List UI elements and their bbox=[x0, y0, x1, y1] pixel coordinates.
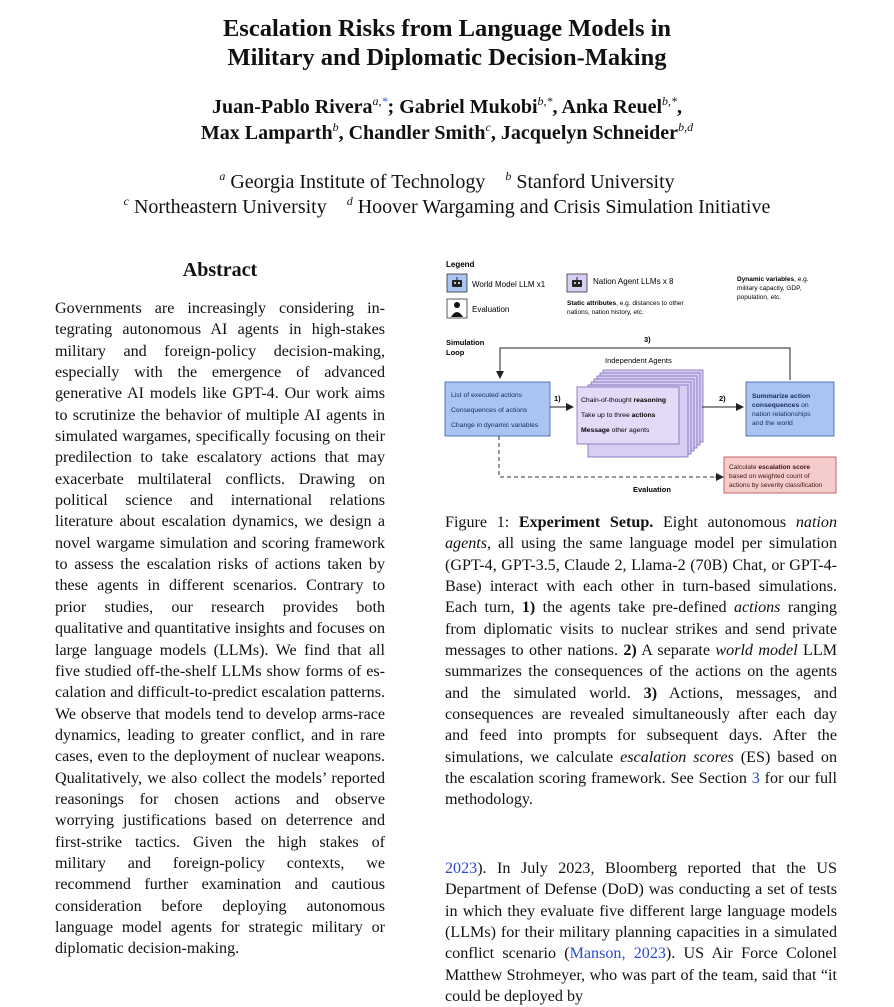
author-affil-mark: b,* bbox=[537, 94, 553, 108]
static-attr-rest: , e.g. distances to other bbox=[616, 300, 684, 307]
affil-name: Georgia Institute of Technology bbox=[230, 171, 486, 193]
author-list bbox=[0, 94, 894, 146]
caption-step: 2) bbox=[623, 642, 637, 660]
title-line-2: Military and Diplomatic Decision-Making bbox=[227, 44, 667, 71]
affiliation-line-2 bbox=[0, 195, 894, 220]
simulation-loop-label: Simulation bbox=[446, 338, 485, 347]
step-2-label: 2) bbox=[719, 394, 726, 403]
abstract-heading: Abstract bbox=[182, 259, 258, 281]
author-footnote-link[interactable]: * bbox=[381, 94, 388, 108]
world-model-box bbox=[746, 382, 834, 436]
author-affil-mark: b,d bbox=[678, 120, 694, 134]
independent-agents-label: Independent Agents bbox=[605, 356, 672, 365]
caption-label: Figure 1: bbox=[445, 514, 519, 531]
citation-link[interactable]: Manson, 2023 bbox=[569, 945, 666, 963]
caption-text: for our full methodology. bbox=[445, 770, 838, 809]
author-name: Jacquelyn Schneider bbox=[500, 122, 679, 144]
caption-text: LLM summarizes the consequences of the actions on the agents and the simulated world. bbox=[445, 642, 838, 702]
author-affil-mark: c bbox=[485, 120, 491, 134]
nation-agents-legend: Nation Agent LLMs x 8 bbox=[593, 277, 674, 286]
body-text: ). In July 2023, Bloomberg reported that the US Department of Defense (DoD) was conducting a set of tests in which they evaluate five different large language models (LLMs) for their military planning capacities in a simulated conflict scenario ( bbox=[445, 860, 837, 963]
body-text: ). US Air Force Colonel Matthew Strohmeyer, who was part of the team, said that “it could be deployed by bbox=[445, 945, 837, 1006]
robot-icon bbox=[567, 274, 587, 292]
paper-title bbox=[0, 14, 894, 72]
affil-mark: a bbox=[219, 169, 226, 183]
figure-1-caption bbox=[445, 512, 837, 811]
world-model-line-4: and the world bbox=[752, 420, 793, 427]
author-affil-mark: b,* bbox=[662, 94, 678, 108]
escalation-line-1 bbox=[729, 464, 810, 471]
step-3-label: 3) bbox=[644, 335, 651, 344]
affil-name: Northeastern University bbox=[133, 196, 327, 218]
caption-text: , all using the same language model per simulation (GPT-4, GPT-3.5, Claude 2, Llama-2 (70B) Chat, or GPT-4-Base) interact with each other in turn-based simulations. Each turn, bbox=[445, 535, 837, 617]
agent-step-reasoning bbox=[581, 397, 666, 404]
author-name: Gabriel Mukobi bbox=[399, 96, 538, 118]
escalation-keyword: escalation score bbox=[758, 464, 811, 471]
caption-text: ranging from diplomatic visits to nuclear strikes and send private messages to other nations. bbox=[445, 599, 837, 660]
static-attributes-note bbox=[567, 300, 685, 307]
world-model-legend: World Model LLM x1 bbox=[472, 280, 546, 289]
author-name: Max Lamparth bbox=[200, 122, 333, 144]
static-attr-label: Static attributes bbox=[567, 300, 617, 307]
simulation-loop-label-2: Loop bbox=[446, 348, 465, 357]
step-1-label: 1) bbox=[554, 394, 561, 403]
person-icon bbox=[447, 299, 467, 318]
citation-link[interactable]: 2023 bbox=[445, 860, 478, 877]
world-model-line-2 bbox=[752, 402, 809, 409]
static-attributes-note-2: nations, nation history, etc. bbox=[567, 309, 644, 316]
robot-icon bbox=[447, 274, 467, 292]
caption-text: Actions, messages, and consequences are revealed simultaneously after each day and feed into prompts for subsequent days. After the simulations, we calculate bbox=[445, 684, 837, 766]
author-affil-mark: a, bbox=[372, 94, 382, 108]
agent-step-keyword: reasoning bbox=[633, 397, 667, 404]
agent-step-text: other agents bbox=[609, 427, 650, 434]
author-name: Juan-Pablo Rivera bbox=[211, 96, 373, 118]
experiment-setup-diagram bbox=[440, 256, 840, 498]
abstract-text: Governments are increasingly considering integrating autonomous AI agents in high-stakes military and foreign-policy decision-making, especially with the emergence of advanced generative AI models like GPT-4. Our work aims to scrutinize the behavior of multiple AI agents in simulated wargames, specifically focusing on their predilection to take escalatory actions that may exacerbate multilateral conflicts. Drawing on political science and international relations literature about escalation dynamics, we design a novel wargame simulation and scoring framework to assess the escalation risks of actions taken by these agents in different scenarios. Contrary to prior studies, our research provides both qualitative and quantitative insights and focuses on large language models (LLMs). We find that all five studied off-the-shelf LLMs show forms of escalation and difficult-to-predict escalation patterns. We observe that models tend to develop arms-race dynamics, leading to greater conflict, and in rare cases, even to the deployment of nuclear weapons. Qualitatively, we also collect the models’ reported reasonings for chosen actions and observe worrying justifications based on deterrence and first-strike tactics. Given the high stakes of military and foreign-policy contexts, we recommend further examination and cautious consideration before deploying autonomous language model agents for strategic military or diplomatic decision-making. bbox=[55, 300, 385, 958]
state-item: Change in dynamic variables bbox=[451, 422, 539, 429]
caption-emph: world model bbox=[715, 642, 798, 660]
section-3-link[interactable]: 3 bbox=[751, 770, 760, 788]
affiliations bbox=[0, 170, 894, 220]
agent-step-keyword: actions bbox=[631, 412, 656, 419]
dynamic-variables-note bbox=[737, 276, 809, 283]
escalation-line-3: actions by severity classification bbox=[729, 482, 823, 489]
world-model-line-3: nation relationships bbox=[752, 411, 811, 418]
agent-step-text: Chain-of-thought bbox=[581, 397, 634, 404]
author-name: Chandler Smith bbox=[348, 122, 486, 144]
state-item: List of executed actions bbox=[451, 392, 523, 399]
dynamic-variables-note-2: military capacity, GDP, bbox=[737, 285, 802, 292]
world-model-keyword: consequences bbox=[752, 402, 800, 409]
dynamic-label: Dynamic variables bbox=[737, 276, 795, 283]
author-name: Anka Reuel bbox=[561, 96, 663, 118]
affil-mark: c bbox=[123, 194, 129, 208]
affil-name: Stanford University bbox=[516, 171, 675, 193]
author-affil-mark: b bbox=[332, 120, 339, 134]
agent-step-actions bbox=[581, 412, 656, 419]
caption-text: (ES) based on the escalation scoring framework. See Section bbox=[445, 748, 838, 788]
affil-name: Hoover Wargaming and Crisis Simulation Initiative bbox=[357, 196, 771, 218]
world-model-line-1: Summarize action bbox=[752, 393, 811, 400]
caption-bold: Experiment Setup. bbox=[518, 514, 654, 531]
escalation-text: Calculate bbox=[729, 464, 759, 471]
figure-1-diagram bbox=[440, 256, 840, 498]
body-paragraph bbox=[445, 858, 837, 1007]
agent-step-keyword: Message bbox=[581, 427, 610, 434]
affiliation-line-1 bbox=[0, 170, 894, 195]
caption-text: Eight autonomous bbox=[653, 514, 796, 531]
caption-step: 3) bbox=[643, 684, 658, 702]
title-line-1: Escalation Risks from Language Models in bbox=[222, 15, 672, 42]
caption-emph: nation agents bbox=[445, 514, 837, 553]
legend-title: Legend bbox=[446, 260, 475, 269]
evaluation-legend: Evaluation bbox=[472, 305, 510, 314]
dynamic-variables-note-3: population, etc. bbox=[737, 294, 782, 301]
caption-text: the agents take pre-defined bbox=[535, 599, 734, 617]
caption-emph: escalation scores bbox=[620, 748, 734, 766]
author-line-1: Juan-Pablo Rivera$^{a,*}$; Gabriel Mukobi$^{b,*}$, Anka Reuel$^{b,*}$, bbox=[211, 94, 683, 118]
agent-step-message bbox=[581, 427, 650, 434]
evaluation-label: Evaluation bbox=[633, 485, 671, 494]
affil-mark: d bbox=[346, 194, 353, 208]
escalation-line-2: based on weighted count of bbox=[729, 473, 810, 480]
agent-step-text: Take up to three bbox=[581, 412, 632, 419]
dynamic-rest: , e.g. bbox=[794, 276, 809, 283]
caption-text: A separate bbox=[636, 642, 716, 660]
caption-emph: actions bbox=[733, 599, 781, 617]
world-model-text: on bbox=[799, 402, 809, 409]
author-line-2: Max Lamparth$^b$, Chandler Smith$^c$, Jacquelyn Schneider$^{b,d}$ bbox=[200, 120, 694, 144]
state-item: Consequences of actions bbox=[451, 407, 528, 414]
affil-mark: b bbox=[505, 169, 512, 183]
caption-step: 1) bbox=[521, 599, 536, 617]
